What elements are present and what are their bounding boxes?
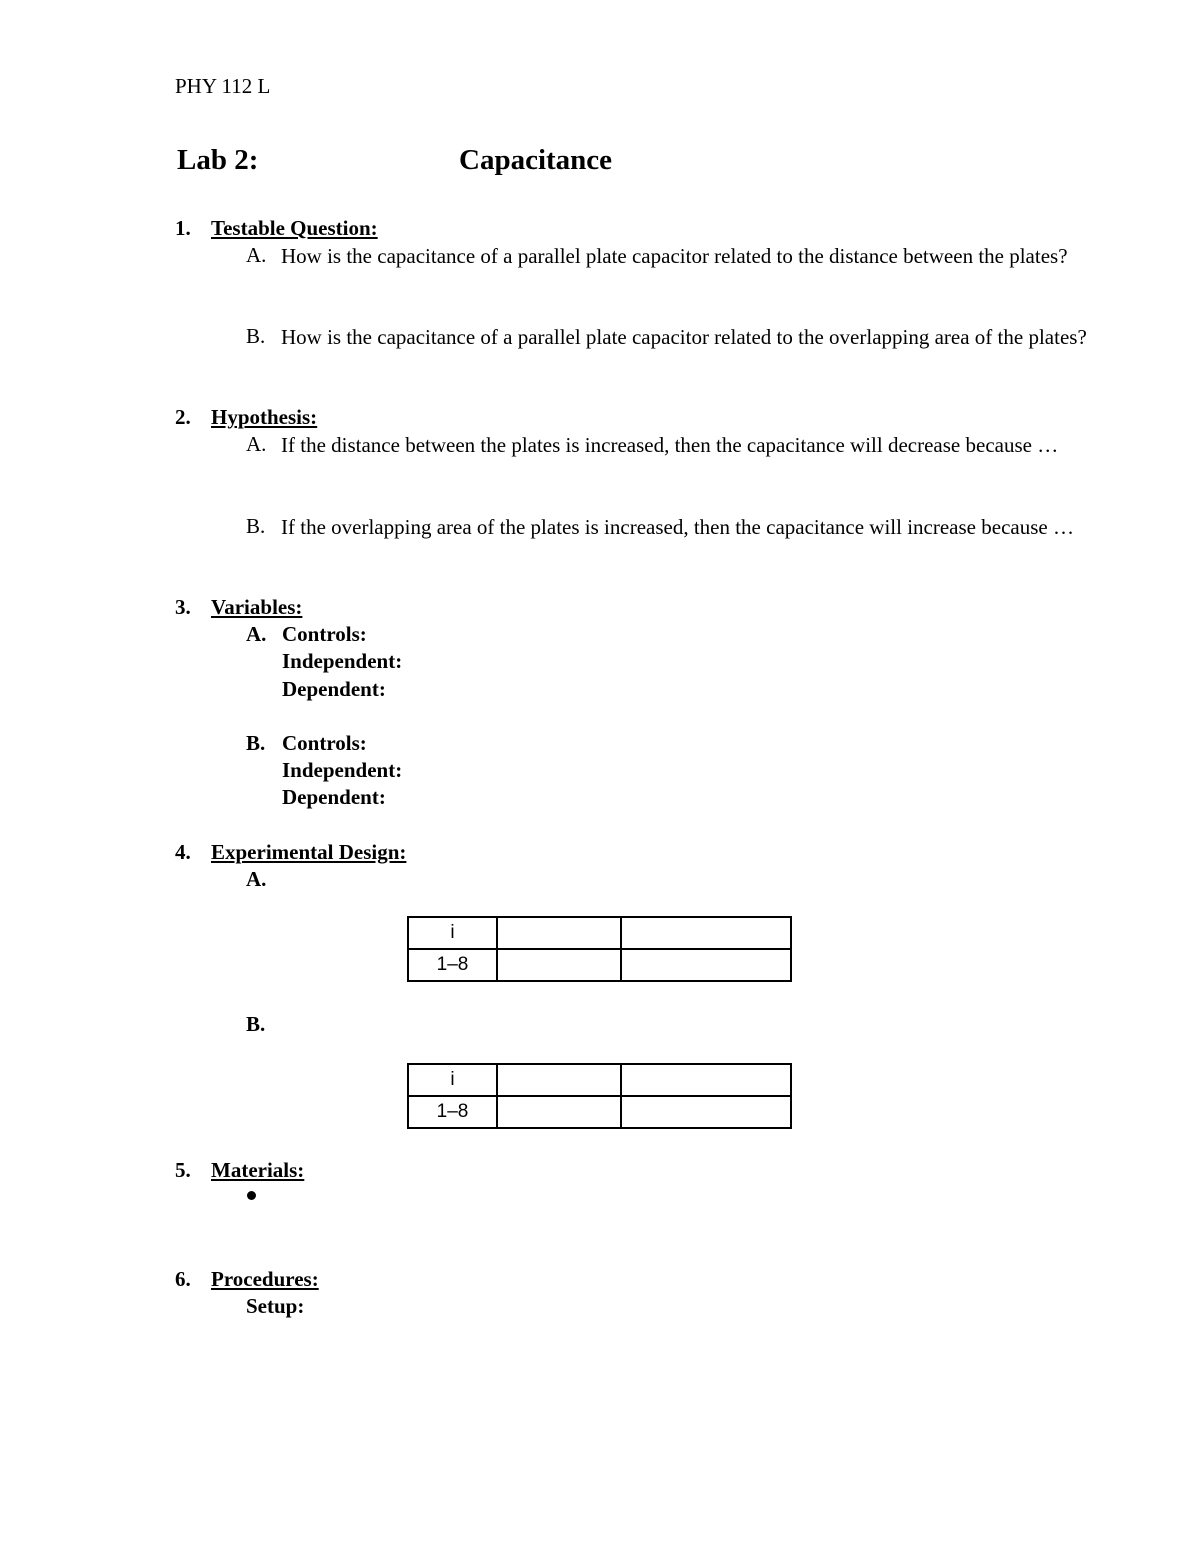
item-letter: B. [246, 514, 266, 538]
item-letter: B. [246, 1012, 266, 1036]
table-cell [621, 949, 791, 981]
table-cell [497, 1064, 621, 1096]
table-cell: 1–8 [408, 949, 497, 981]
table-cell [621, 1096, 791, 1128]
table-cell: i [408, 1064, 497, 1096]
data-table-b [407, 1063, 792, 1129]
section-title-experimental-design: Experimental Design: [211, 840, 407, 864]
section-title-variables: Variables: [211, 595, 303, 619]
dependent-label: Dependent: [282, 785, 386, 809]
setup-label: Setup: [246, 1294, 305, 1318]
course-code: PHY 112 L [175, 74, 271, 98]
section-number: 5. [175, 1158, 191, 1182]
table-cell [497, 1096, 621, 1128]
hypothesis-a-text: If the distance between the plates is increased, then the capacitance will decrease because … [281, 433, 1059, 457]
table-row [408, 1064, 791, 1096]
controls-label: Controls: [282, 731, 367, 755]
table-cell: i [408, 917, 497, 949]
dependent-label: Dependent: [282, 677, 386, 701]
lab-number: Lab 2: [177, 144, 259, 176]
item-letter: A. [246, 432, 267, 456]
section-number: 4. [175, 840, 191, 864]
section-number: 2. [175, 405, 191, 429]
controls-label: Controls: [282, 622, 367, 646]
table-cell [497, 917, 621, 949]
item-letter: A. [246, 622, 267, 646]
section-title-hypothesis: Hypothesis: [211, 405, 318, 429]
section-number: 6. [175, 1267, 191, 1291]
section-title-testable-question: Testable Question: [211, 216, 378, 240]
item-letter: B. [246, 324, 266, 348]
section-number: 1. [175, 216, 191, 240]
question-a-text: How is the capacitance of a parallel plate capacitor related to the distance between the plates? [281, 244, 1068, 268]
independent-label: Independent: [282, 649, 403, 673]
table-row [408, 1096, 791, 1128]
item-letter: A. [246, 867, 267, 891]
table-cell [497, 949, 621, 981]
table-row [408, 949, 791, 981]
table-row [408, 917, 791, 949]
table-cell [621, 1064, 791, 1096]
table-cell [621, 917, 791, 949]
item-letter: A. [246, 243, 267, 267]
lab-title: Capacitance [459, 144, 613, 176]
independent-label: Independent: [282, 758, 403, 782]
item-letter: B. [246, 731, 266, 755]
hypothesis-b-text: If the overlapping area of the plates is increased, then the capacitance will increase because … [281, 515, 1074, 539]
section-title-procedures: Procedures: [211, 1267, 319, 1291]
data-table-a [407, 916, 792, 982]
bullet-point [247, 1191, 256, 1200]
section-title-materials: Materials: [211, 1158, 305, 1182]
question-b-text: How is the capacitance of a parallel plate capacitor related to the overlapping area of the plates? [281, 325, 1087, 349]
table-cell: 1–8 [408, 1096, 497, 1128]
section-number: 3. [175, 595, 191, 619]
